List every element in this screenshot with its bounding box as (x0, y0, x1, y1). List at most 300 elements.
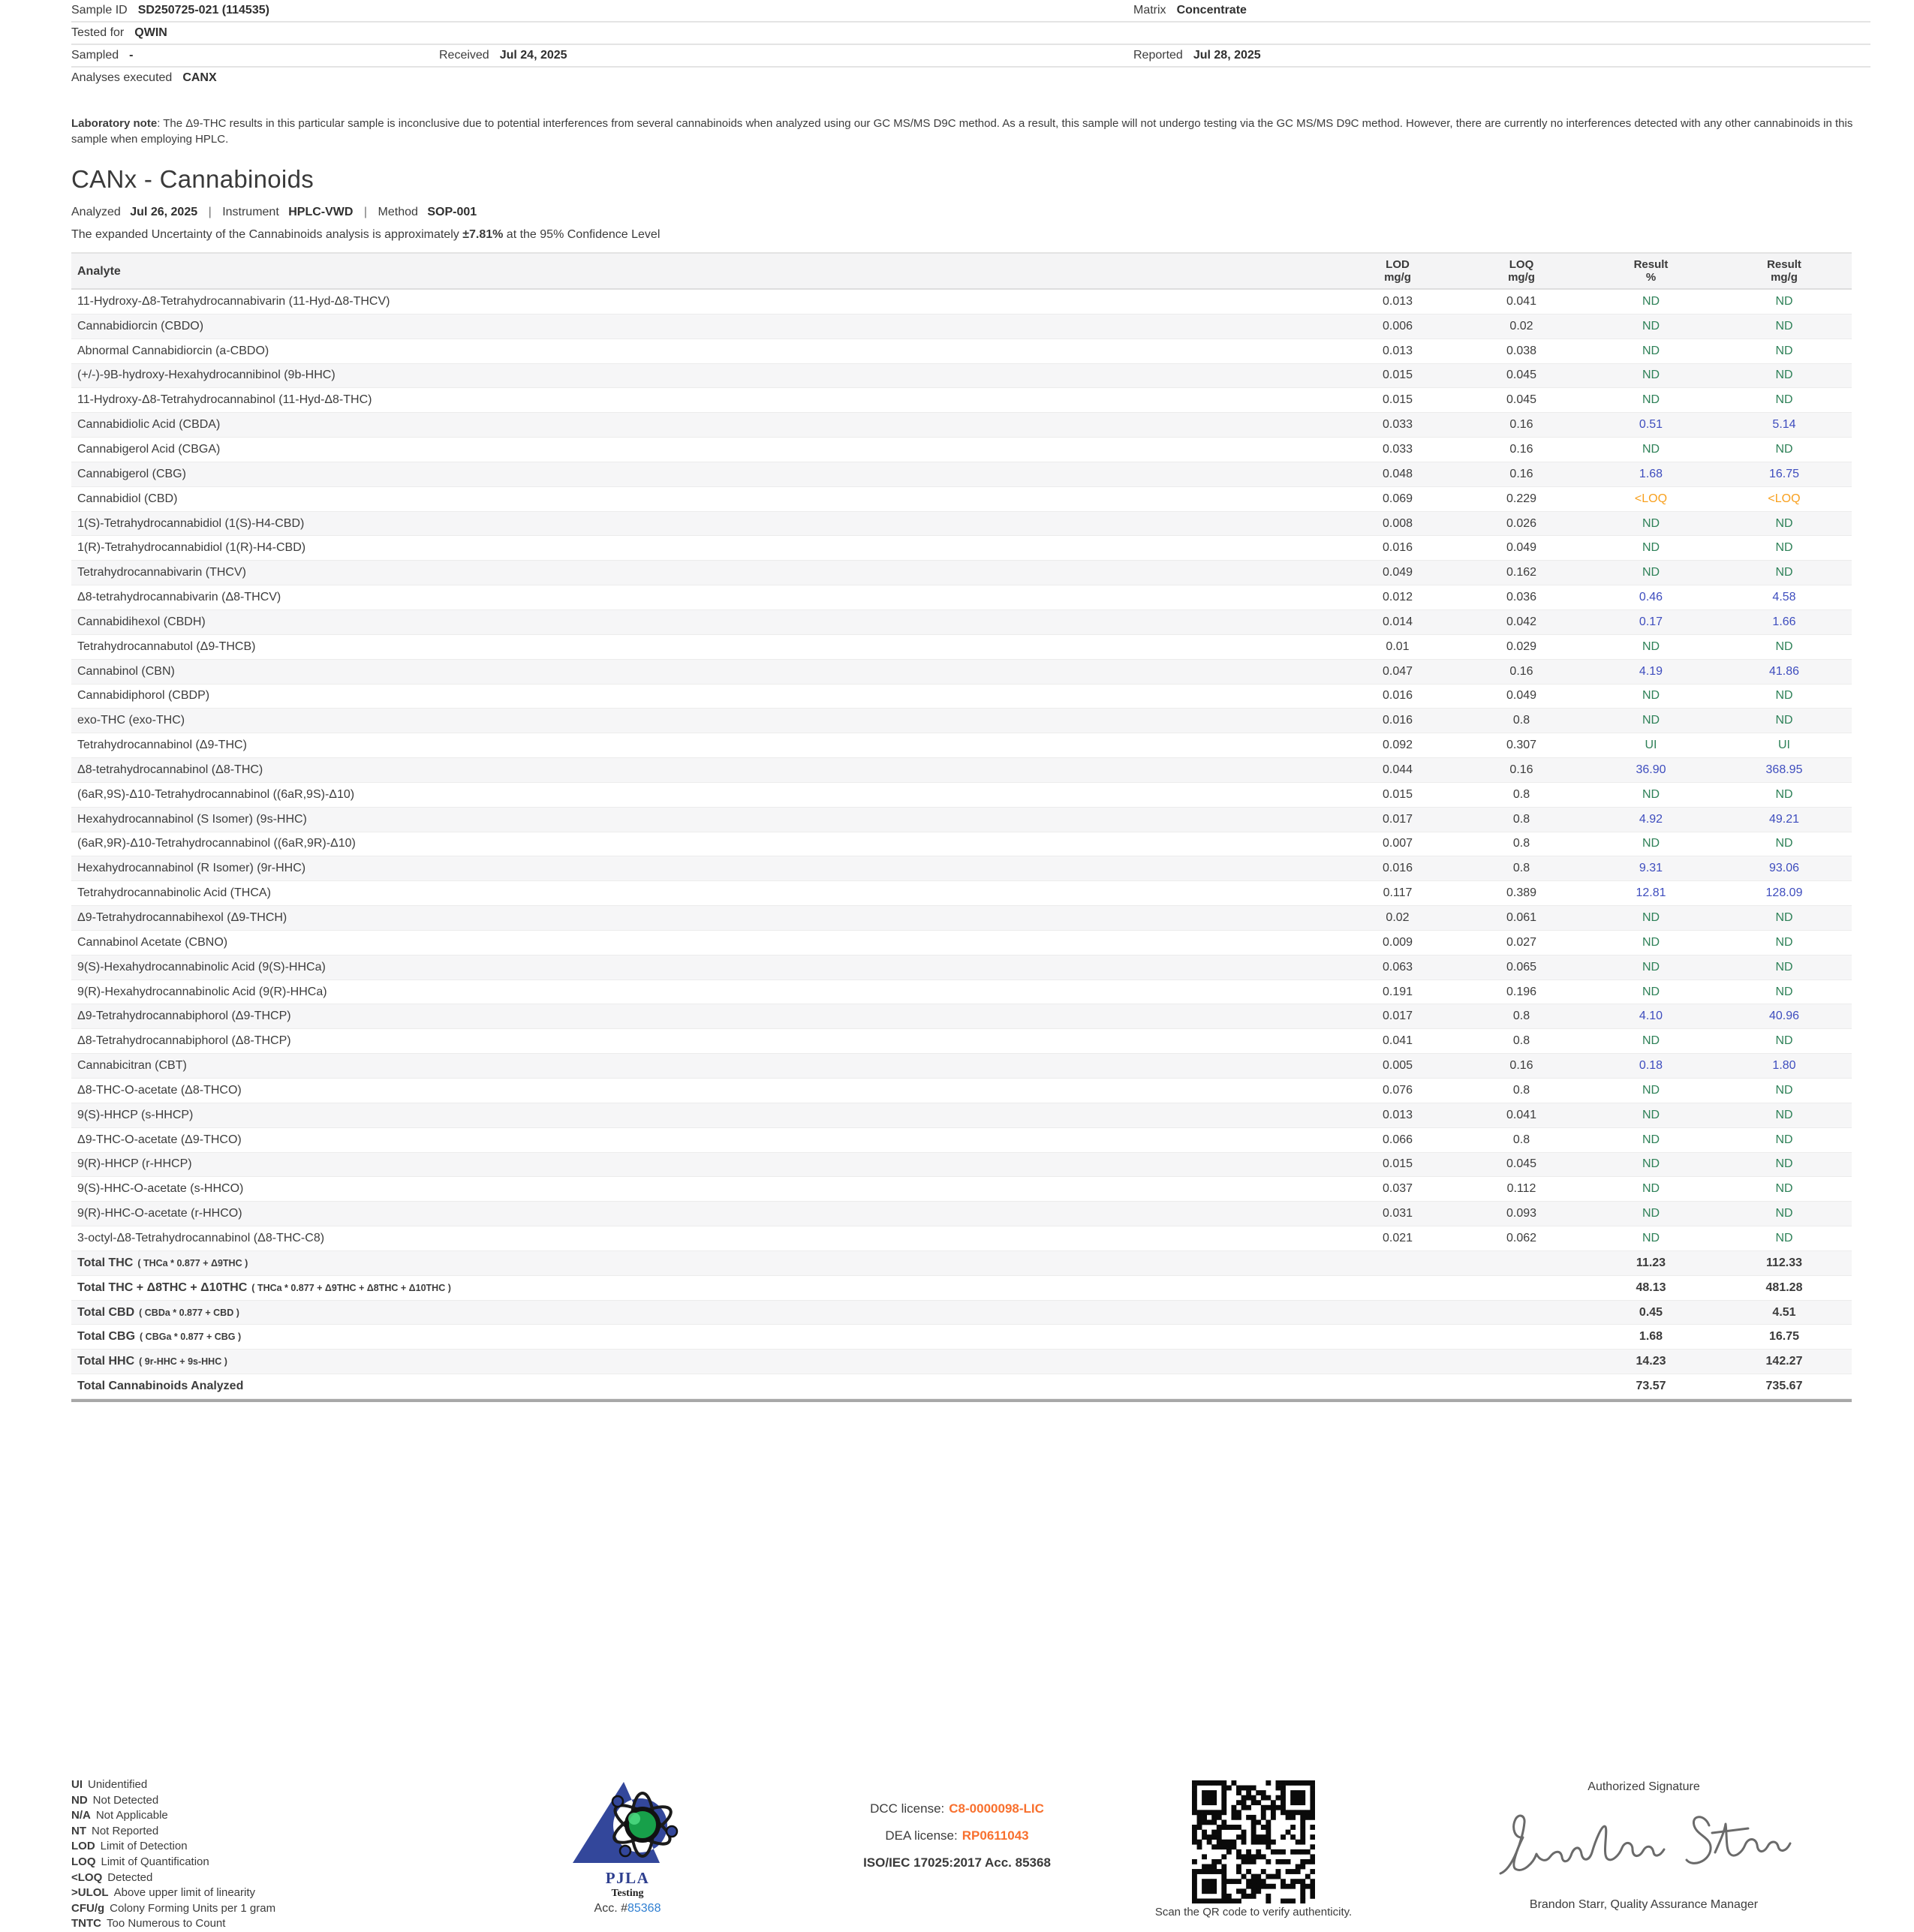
lod-value: 0.191 (1382, 985, 1413, 998)
tested-for-value: QWIN (134, 26, 167, 39)
table-row (71, 783, 1852, 808)
result-percent: 1.68 (1639, 467, 1663, 480)
loq-value: 0.045 (1506, 1157, 1537, 1171)
header-row-analyses (71, 68, 1870, 89)
result-mg: ND (1775, 294, 1793, 308)
result-percent: UI (1645, 739, 1657, 752)
result-percent: ND (1642, 1182, 1660, 1196)
analyte-rows (71, 290, 1852, 1399)
analyte-name: Total CBD ( CBDa * 0.877 + CBD ) (77, 1305, 239, 1319)
result-percent: ND (1642, 837, 1660, 850)
license-block (811, 1795, 1103, 1876)
result-percent: ND (1642, 1083, 1660, 1097)
loq-value: 0.8 (1512, 1083, 1530, 1097)
table-row (71, 610, 1852, 635)
result-mg: 41.86 (1768, 664, 1800, 678)
col-header-lod: LOD mg/g (1384, 258, 1411, 284)
legend-item: LOD Limit of Detection (71, 1840, 188, 1853)
analyte-name: Tetrahydrocannabinolic Acid (THCA) (77, 886, 271, 900)
lod-value: 0.013 (1382, 294, 1413, 308)
analyte-name: Cannabigerol (CBG) (77, 467, 186, 480)
sampled-label: Sampled (71, 49, 119, 62)
sampled-value: - (129, 49, 134, 62)
table-row (71, 561, 1852, 585)
pjla-logo-icon (570, 1782, 686, 1866)
result-percent: ND (1642, 344, 1660, 357)
result-mg: ND (1775, 566, 1793, 579)
result-mg: UI (1778, 739, 1790, 752)
abbreviation-legend (71, 1777, 275, 1932)
loq-value: 0.065 (1506, 960, 1537, 974)
col-header-analyte: Analyte (77, 264, 121, 278)
loq-value: 0.02 (1509, 319, 1533, 333)
table-row (71, 906, 1852, 931)
section-title: CANx - Cannabinoids (71, 165, 314, 193)
lod-value: 0.015 (1382, 787, 1413, 801)
result-mg: 49.21 (1768, 812, 1800, 826)
result-percent: ND (1642, 639, 1660, 653)
legend-item: LOQ Limit of Quantification (71, 1855, 209, 1868)
table-row (71, 1153, 1852, 1178)
loq-value: 0.062 (1506, 1231, 1537, 1244)
analyte-name: Δ9-THC-O-acetate (Δ9-THCO) (77, 1133, 242, 1146)
analyte-name: 1(S)-Tetrahydrocannabidiol (1(S)-H4-CBD) (77, 516, 305, 530)
analyte-name: 3-octyl-Δ8-Tetrahydrocannabinol (Δ8-THC-C8) (77, 1231, 325, 1244)
result-mg: ND (1775, 1034, 1793, 1048)
table-row (71, 1301, 1852, 1326)
col-header-result-pct: Result % (1633, 258, 1669, 284)
loq-value: 0.049 (1506, 689, 1537, 703)
lod-value: 0.006 (1382, 319, 1413, 333)
table-row (71, 1079, 1852, 1103)
loq-value: 0.8 (1512, 812, 1530, 826)
analyte-name: 9(S)-HHCP (s-HHCP) (77, 1108, 194, 1121)
table-row (71, 462, 1852, 487)
signer-name: Brandon Starr, Quality Assurance Manager (1529, 1898, 1759, 1911)
result-percent: 73.57 (1636, 1380, 1666, 1393)
loq-value: 0.036 (1506, 591, 1537, 604)
result-mg: 4.58 (1772, 591, 1796, 604)
result-mg: 5.14 (1772, 418, 1796, 432)
lod-value: 0.033 (1382, 418, 1413, 432)
result-mg: 735.67 (1765, 1380, 1803, 1393)
loq-value: 0.16 (1509, 442, 1533, 456)
lod-value: 0.021 (1382, 1231, 1413, 1244)
result-percent: ND (1642, 985, 1660, 998)
analyte-name: Cannabidiorcin (CBDO) (77, 319, 204, 333)
legend-item: <LOQ Detected (71, 1870, 153, 1884)
analyte-name: Δ8-tetrahydrocannabivarin (Δ8-THCV) (77, 591, 281, 604)
pjla-sub: Testing (611, 1888, 644, 1899)
result-mg: ND (1775, 1133, 1793, 1146)
analyte-name: Total HHC ( 9r-HHC + 9s-HHC ) (77, 1355, 227, 1368)
result-mg: ND (1775, 442, 1793, 456)
result-mg: <LOQ (1768, 492, 1801, 505)
table-row (71, 1374, 1852, 1399)
received-value: Jul 24, 2025 (499, 49, 567, 62)
uncertainty-statement (71, 228, 1914, 242)
table-row (71, 856, 1852, 881)
result-percent: 0.46 (1639, 591, 1663, 604)
lod-value: 0.033 (1382, 442, 1413, 456)
analyses-value: CANX (182, 71, 217, 84)
table-row (71, 388, 1852, 413)
table-row (71, 955, 1852, 980)
lod-value: 0.015 (1382, 393, 1413, 407)
analyte-name: Tetrahydrocannabivarin (THCV) (77, 566, 246, 579)
uncertainty-suffix: at the 95% Confidence Level (503, 228, 661, 241)
table-row (71, 364, 1852, 389)
analyte-name: 9(R)-HHCP (r-HHCP) (77, 1157, 192, 1171)
sample-id-label: Sample ID (71, 4, 128, 17)
lod-value: 0.015 (1382, 369, 1413, 382)
table-row (71, 832, 1852, 857)
result-mg: 128.09 (1765, 886, 1803, 900)
result-mg: ND (1775, 787, 1793, 801)
lod-value: 0.044 (1382, 763, 1413, 776)
analyte-name: Hexahydrocannabinol (R Isomer) (9r-HHC) (77, 862, 306, 875)
col-header-loq: LOQ mg/g (1508, 258, 1535, 284)
analyte-name: (+/-)-9B-hydroxy-Hexahydrocannibinol (9b-HHC) (77, 369, 336, 382)
lod-value: 0.007 (1382, 837, 1413, 850)
analyte-name: Tetrahydrocannabutol (Δ9-THCB) (77, 639, 256, 653)
table-row (71, 1202, 1852, 1226)
lod-value: 0.076 (1382, 1083, 1413, 1097)
legend-item: ND Not Detected (71, 1793, 159, 1807)
lod-value: 0.012 (1382, 591, 1413, 604)
result-mg: 142.27 (1765, 1355, 1803, 1368)
lod-value: 0.041 (1382, 1034, 1413, 1048)
result-mg: ND (1775, 516, 1793, 530)
lod-value: 0.031 (1382, 1207, 1413, 1220)
loq-value: 0.16 (1509, 418, 1533, 432)
table-header-row (71, 252, 1852, 290)
result-percent: 12.81 (1636, 886, 1666, 900)
analyte-name: 11-Hydroxy-Δ8-Tetrahydrocannabinol (11-Hyd-Δ8-THC) (77, 393, 372, 407)
analyte-name: 9(R)-HHC-O-acetate (r-HHCO) (77, 1207, 242, 1220)
dcc-license-line: DCC license: C8-0000098-LIC (870, 1801, 1044, 1816)
lod-value: 0.048 (1382, 467, 1413, 480)
table-row (71, 1251, 1852, 1276)
laboratory-note (71, 116, 1869, 147)
table-row (71, 1103, 1852, 1128)
dea-license-line: DEA license: RP0611043 (885, 1828, 1029, 1843)
legend-item: UI Unidentified (71, 1778, 148, 1791)
analyte-name: Total CBG ( CBGa * 0.877 + CBG ) (77, 1330, 242, 1344)
laboratory-note-label: Laboratory note (71, 117, 158, 130)
result-percent: ND (1642, 1231, 1660, 1244)
header-row-sample (71, 0, 1870, 23)
loq-value: 0.049 (1506, 541, 1537, 555)
table-row (71, 881, 1852, 906)
loq-value: 0.8 (1512, 1133, 1530, 1146)
lod-value: 0.117 (1383, 886, 1413, 900)
loq-value: 0.045 (1506, 393, 1537, 407)
loq-value: 0.093 (1506, 1207, 1537, 1220)
laboratory-note-text: : The Δ9-THC results in this particular sample is inconclusive due to potential interferences from several cannabinoids when analyzed using our GC MS/MS D9C method. As a result, this sample will not undergo testing via the GC MS/MS D9C method. However, there are currently no interferences detected with any other cannabinoids in this sample when employing HPLC. (71, 117, 1853, 146)
loq-value: 0.8 (1512, 862, 1530, 875)
table-row (71, 1276, 1852, 1301)
result-mg: ND (1775, 689, 1793, 703)
result-percent: 1.68 (1639, 1330, 1663, 1344)
analyte-name: Cannabidiphorol (CBDP) (77, 689, 210, 703)
loq-value: 0.042 (1506, 615, 1537, 628)
instrument-label: Instrument (222, 206, 279, 218)
pjla-accreditation-block (561, 1782, 694, 1917)
analyte-name: 1(R)-Tetrahydrocannabidiol (1(R)-H4-CBD) (77, 541, 306, 555)
table-row (71, 290, 1852, 314)
result-mg: ND (1775, 985, 1793, 998)
table-row (71, 1177, 1852, 1202)
analyte-name: Cannabidiol (CBD) (77, 492, 178, 505)
loq-value: 0.16 (1509, 763, 1533, 776)
result-mg: 40.96 (1768, 1010, 1800, 1023)
legend-item: CFU/g Colony Forming Units per 1 gram (71, 1901, 276, 1915)
table-row (71, 931, 1852, 955)
reported-value: Jul 28, 2025 (1193, 49, 1261, 62)
legend-item: N/A Not Applicable (71, 1809, 168, 1822)
table-row (71, 512, 1852, 537)
legend-item: >ULOL Above upper limit of linearity (71, 1886, 256, 1900)
lod-value: 0.01 (1386, 639, 1410, 653)
result-mg: ND (1775, 714, 1793, 727)
result-mg: 1.66 (1772, 615, 1796, 628)
analysis-meta (71, 206, 1914, 219)
lod-value: 0.092 (1382, 739, 1413, 752)
lod-value: 0.049 (1382, 566, 1413, 579)
meta-separator: | (208, 206, 212, 218)
loq-value: 0.026 (1506, 516, 1537, 530)
meta-separator: | (363, 206, 368, 218)
table-row (71, 709, 1852, 733)
tested-for-label: Tested for (71, 26, 125, 39)
result-percent: ND (1642, 393, 1660, 407)
result-percent: 9.31 (1639, 862, 1663, 875)
loq-value: 0.061 (1506, 911, 1537, 925)
lod-value: 0.017 (1382, 1010, 1413, 1023)
result-percent: ND (1642, 294, 1660, 308)
matrix-value: Concentrate (1176, 4, 1247, 17)
analyte-name: Cannabinol Acetate (CBNO) (77, 935, 228, 949)
result-mg: 16.75 (1768, 467, 1800, 480)
signature-strokes (1490, 1800, 1805, 1891)
result-mg: ND (1775, 911, 1793, 925)
result-percent: 36.90 (1636, 763, 1666, 776)
table-row (71, 660, 1852, 685)
matrix-label: Matrix (1133, 4, 1166, 17)
table-row (71, 980, 1852, 1005)
result-mg: ND (1775, 639, 1793, 653)
loq-value: 0.16 (1509, 1059, 1533, 1073)
result-percent: ND (1642, 541, 1660, 555)
loq-value: 0.389 (1506, 886, 1537, 900)
analyte-name: Δ8-tetrahydrocannabinol (Δ8-THC) (77, 763, 263, 776)
loq-value: 0.029 (1506, 639, 1537, 653)
lod-value: 0.037 (1382, 1182, 1413, 1196)
analyte-name: (6aR,9R)-Δ10-Tetrahydrocannabinol ((6aR,9R)-Δ10) (77, 837, 356, 850)
result-percent: ND (1642, 442, 1660, 456)
lod-value: 0.02 (1386, 911, 1410, 925)
result-percent: ND (1642, 516, 1660, 530)
analyte-name: 9(S)-HHC-O-acetate (s-HHCO) (77, 1182, 244, 1196)
pjla-accreditation-number: Acc. #85368 (594, 1902, 661, 1915)
result-percent: 4.92 (1639, 812, 1663, 826)
result-percent: ND (1642, 1034, 1660, 1048)
analyses-label: Analyses executed (71, 71, 173, 84)
table-row (71, 635, 1852, 660)
result-percent: 0.51 (1639, 418, 1663, 432)
loq-value: 0.16 (1509, 467, 1533, 480)
qr-caption: Scan the QR code to verify authenticity. (1154, 1906, 1353, 1918)
lod-value: 0.017 (1382, 812, 1413, 826)
table-row (71, 438, 1852, 462)
lod-value: 0.009 (1382, 935, 1413, 949)
loq-value: 0.16 (1509, 664, 1533, 678)
loq-value: 0.8 (1512, 1034, 1530, 1048)
qr-code (1192, 1780, 1315, 1903)
result-percent: ND (1642, 566, 1660, 579)
table-row (71, 1004, 1852, 1029)
result-mg: ND (1775, 1083, 1793, 1097)
analyte-name: 11-Hydroxy-Δ8-Tetrahydrocannabivarin (11-Hyd-Δ8-THCV) (77, 294, 390, 308)
result-percent: 11.23 (1636, 1256, 1666, 1269)
table-row (71, 413, 1852, 438)
lod-value: 0.063 (1382, 960, 1413, 974)
table-row (71, 685, 1852, 709)
result-percent: 4.19 (1639, 664, 1663, 678)
result-percent: 0.18 (1639, 1059, 1663, 1073)
table-row (71, 314, 1852, 339)
analyte-name: Cannabidihexol (CBDH) (77, 615, 206, 628)
loq-value: 0.8 (1512, 1010, 1530, 1023)
result-mg: ND (1775, 319, 1793, 333)
header-row-tested-for (71, 23, 1870, 45)
instrument-value: HPLC-VWD (288, 206, 354, 218)
table-row (71, 1350, 1852, 1374)
result-percent: 4.10 (1639, 1010, 1663, 1023)
lod-value: 0.013 (1382, 344, 1413, 357)
result-mg: 1.80 (1772, 1059, 1796, 1073)
loq-value: 0.112 (1506, 1182, 1536, 1196)
analyte-name: Cannabidiolic Acid (CBDA) (77, 418, 221, 432)
lod-value: 0.016 (1382, 714, 1413, 727)
uncertainty-prefix: The expanded Uncertainty of the Cannabinoids analysis is approximately (71, 228, 463, 241)
lod-value: 0.069 (1382, 492, 1413, 505)
analyte-name: Hexahydrocannabinol (S Isomer) (9s-HHC) (77, 812, 307, 826)
table-row (71, 808, 1852, 832)
result-mg: ND (1775, 960, 1793, 974)
result-percent: 14.23 (1636, 1355, 1666, 1368)
result-percent: ND (1642, 787, 1660, 801)
analyte-name: Total Cannabinoids Analyzed (77, 1380, 244, 1393)
result-percent: ND (1642, 935, 1660, 949)
loq-value: 0.8 (1512, 787, 1530, 801)
uncertainty-value: ±7.81% (462, 228, 504, 241)
analyte-name: Total THC + Δ8THC + Δ10THC ( THCa * 0.877 + Δ9THC + Δ8THC + Δ10THC ) (77, 1280, 451, 1294)
lod-value: 0.013 (1382, 1108, 1413, 1121)
sample-id-value: SD250725-021 (114535) (137, 4, 269, 17)
analyte-name: 9(R)-Hexahydrocannabinolic Acid (9(R)-HHCa) (77, 985, 327, 998)
result-percent: ND (1642, 911, 1660, 925)
report-header (71, 0, 1870, 89)
iso-accreditation-line: ISO/IEC 17025:2017 Acc. 85368 (863, 1855, 1051, 1870)
analyte-name: (6aR,9S)-Δ10-Tetrahydrocannabinol ((6aR,9S)-Δ10) (77, 787, 355, 801)
analyte-name: Abnormal Cannabidiorcin (a-CBDO) (77, 344, 269, 357)
table-row (71, 487, 1852, 512)
result-mg: ND (1775, 837, 1793, 850)
authorized-signature-label: Authorized Signature (1587, 1780, 1700, 1793)
table-row (71, 1054, 1852, 1079)
qr-code-svg (1192, 1780, 1315, 1903)
analyte-name: Cannabinol (CBN) (77, 664, 175, 678)
result-mg: ND (1775, 369, 1793, 382)
result-mg: ND (1775, 1108, 1793, 1121)
pjla-name: PJLA (605, 1869, 650, 1887)
result-mg: ND (1775, 393, 1793, 407)
method-value: SOP-001 (427, 206, 477, 218)
result-percent: ND (1642, 369, 1660, 382)
table-row (71, 1029, 1852, 1054)
analyzed-value: Jul 26, 2025 (130, 206, 198, 218)
result-mg: ND (1775, 1157, 1793, 1171)
result-percent: ND (1642, 689, 1660, 703)
analyte-name: Cannabicitran (CBT) (77, 1059, 187, 1073)
lod-value: 0.008 (1382, 516, 1413, 530)
lod-value: 0.015 (1382, 1157, 1413, 1171)
reported-label: Reported (1133, 49, 1183, 62)
legend-item: TNTC Too Numerous to Count (71, 1917, 226, 1930)
method-label: Method (378, 206, 418, 218)
table-row (71, 733, 1852, 758)
table-row (71, 1226, 1852, 1251)
table-row (71, 1325, 1852, 1350)
result-mg: 481.28 (1765, 1280, 1803, 1294)
result-mg: 16.75 (1768, 1330, 1800, 1344)
table-row (71, 585, 1852, 610)
table-row (71, 758, 1852, 783)
result-percent: ND (1642, 1108, 1660, 1121)
analyte-name: 9(S)-Hexahydrocannabinolic Acid (9(S)-HHCa) (77, 960, 326, 974)
header-row-dates (71, 45, 1870, 68)
loq-value: 0.027 (1506, 935, 1537, 949)
signature-image (1490, 1800, 1805, 1891)
result-percent: ND (1642, 1207, 1660, 1220)
lod-value: 0.014 (1382, 615, 1413, 628)
lod-value: 0.016 (1382, 689, 1413, 703)
analyte-name: Δ9-Tetrahydrocannabiphorol (Δ9-THCP) (77, 1010, 291, 1023)
result-percent: ND (1642, 960, 1660, 974)
result-percent: ND (1642, 319, 1660, 333)
result-mg: ND (1775, 344, 1793, 357)
loq-value: 0.229 (1506, 492, 1537, 505)
lod-value: 0.066 (1382, 1133, 1413, 1146)
analyte-name: Δ8-THC-O-acetate (Δ8-THCO) (77, 1083, 242, 1097)
lod-value: 0.016 (1382, 862, 1413, 875)
received-label: Received (439, 49, 489, 62)
col-header-result-mg: Result mg/g (1767, 258, 1801, 284)
result-mg: ND (1775, 541, 1793, 555)
result-percent: ND (1642, 1133, 1660, 1146)
result-mg: 93.06 (1768, 862, 1800, 875)
lod-value: 0.047 (1382, 664, 1413, 678)
result-percent: 0.17 (1639, 615, 1663, 628)
result-mg: 112.33 (1765, 1256, 1803, 1269)
loq-value: 0.196 (1506, 985, 1537, 998)
result-mg: 368.95 (1765, 763, 1803, 776)
result-mg: ND (1775, 935, 1793, 949)
loq-value: 0.162 (1506, 566, 1537, 579)
result-percent: <LOQ (1634, 492, 1668, 505)
